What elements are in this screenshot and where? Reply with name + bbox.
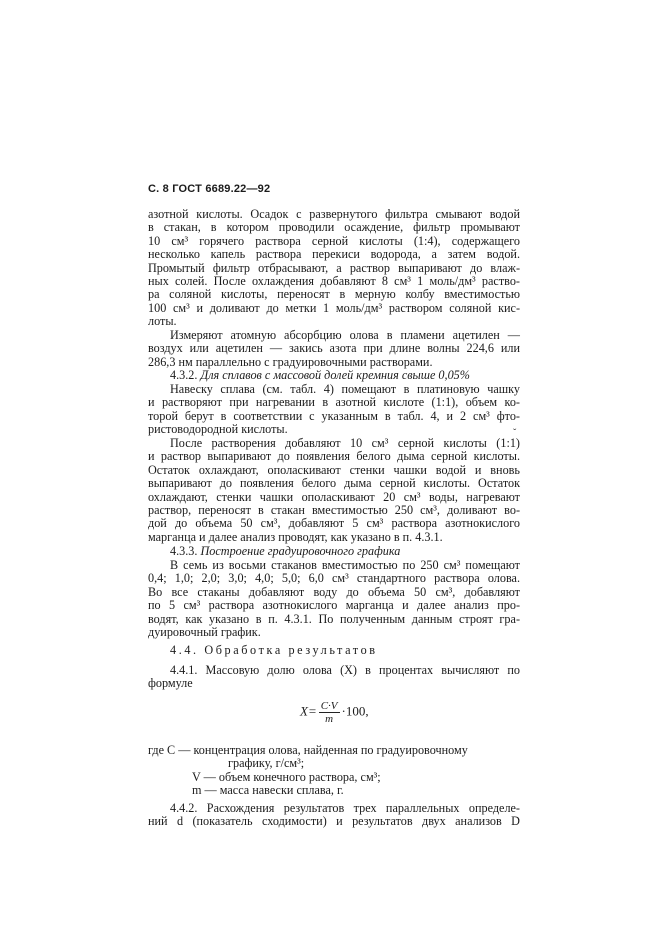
text-line: дой до объема 50 см³, добавляют 5 см³ раствора азотнокислого xyxy=(148,516,520,531)
text-line: В семь из восьми стаканов вместимостью по 250 см³ помещают xyxy=(170,558,520,572)
text-line: Во все стаканы добавляют воду до объема 50 см³, добавляют xyxy=(148,584,520,599)
text-line: азотной кислоты. Осадок с развернутого фильтра смывают водой xyxy=(148,207,520,221)
paragraph-calibration xyxy=(148,559,520,639)
paragraph-sample-dissolution xyxy=(148,383,520,437)
text-line: ний d (показатель сходимости) и результатов двух анализов D xyxy=(148,814,520,829)
text-line: 4.4.2. Расхождения результатов трех параллельных определе- xyxy=(170,801,520,815)
text-line: 4.4.1. Массовую долю олова (X) в процентах вычисляют по xyxy=(170,663,520,677)
text-line xyxy=(148,644,520,657)
paragraph-atomic-absorption xyxy=(148,329,520,369)
text-line: Остаток охлаждают, ополаскивают стенки чашки водой и вновь xyxy=(148,462,520,477)
section-heading-4-3-2 xyxy=(148,369,520,382)
legend-row: графику, г/см³; xyxy=(228,756,305,771)
section-heading-4-4 xyxy=(148,644,520,657)
formula xyxy=(300,700,369,725)
section-title: 4.4. Обработка результатов xyxy=(170,643,378,657)
text-line: 100 см³ и доливают до метки 1 моль/дм³ раствором соляной кис- xyxy=(148,300,520,315)
text-line: торой берут в соответствии с указанным в табл. 4, и 2 см³ фто- xyxy=(148,408,520,423)
text-line xyxy=(148,369,520,382)
text-line: дуировочный график. xyxy=(148,624,261,639)
formula-denominator: m xyxy=(325,713,334,725)
text-line: Навеску сплава (см. табл. 4) помещают в платиновую чашку xyxy=(170,382,520,396)
text-line: раствор, переносят в стакан вместимостью 250 см³, доливают во- xyxy=(148,502,520,517)
section-number: 4.3.2. xyxy=(170,368,198,382)
text-line xyxy=(148,545,520,558)
section-heading-4-3-3 xyxy=(148,545,520,558)
text-line: ра соляной кислоты, переносят в мерную колбу вместимостью xyxy=(148,287,520,302)
section-title: Для сплавов с массовой долей кремния свыше 0,05% xyxy=(200,368,470,382)
section-title: Построение градуировочного графика xyxy=(200,544,401,558)
text-line: и раствор выпаривают до появления белого дыма серной кислоты. xyxy=(148,449,520,464)
formula-numerator: C·V xyxy=(320,700,338,712)
legend-row: m — масса навески сплава, г. xyxy=(192,783,344,798)
margin-mark: ˇ xyxy=(513,428,517,439)
formula-lhs: X= xyxy=(300,703,317,719)
text-line: Измеряют атомную абсорбцию олова в пламени ацетилен — xyxy=(170,328,520,342)
text-line: 286,3 нм параллельно с градуировочными растворами. xyxy=(148,354,433,369)
text-line: После растворения добавляют 10 см³ серной кислоты (1:1) xyxy=(170,436,520,450)
legend-row: V — объем конечного раствора, см³; xyxy=(192,769,381,784)
section-number: 4.3.3. xyxy=(170,544,198,558)
text-line: и растворяют при нагревании в азотной кислоте (1:1), объем ко- xyxy=(148,395,520,410)
formula-fraction xyxy=(319,700,340,725)
text-line: марганца и далее анализ проводят, как указано в п. 4.3.1. xyxy=(148,529,443,544)
text-line: ристоводородной кислоты. xyxy=(148,422,288,437)
text-line: формуле xyxy=(148,676,193,691)
page-header: С. 8 ГОСТ 6689.22—92 xyxy=(148,183,271,195)
text-line: выпаривают до появления белого дыма серной кислоты. Остаток xyxy=(148,476,520,491)
text-line: охлаждают, стенки чашки ополаскивают 20 см³ воды, нагревают xyxy=(148,489,520,504)
paragraph-after-dissolution xyxy=(148,437,520,544)
formula-rhs: ·100, xyxy=(341,703,369,719)
text-line: водят, как указано в п. 4.3.1. По полученным данным строят гра- xyxy=(148,611,520,626)
text-line: по 5 см³ раствора азотнокислого марганца и далее анализ про- xyxy=(148,598,520,613)
paragraph-discrepancy xyxy=(148,802,520,829)
text-line: Промытый фильтр отбрасывают, а раствор выпаривают до влаж- xyxy=(148,260,520,275)
text-line: ных солей. После охлаждения добавляют 8 см³ 1 моль/дм³ раство- xyxy=(148,273,520,288)
legend-row: где C — концентрация олова, найденная по градуировочному xyxy=(148,743,468,757)
text-line: воздух или ацетилен — закись азота при длине волны 224,6 или xyxy=(148,341,520,356)
text-line: 10 см³ горячего раствора серной кислоты (1:4), содержащего xyxy=(148,233,520,248)
text-line: несколько капель раствора перекиси водорода, а затем водой. xyxy=(148,247,520,262)
text-line: в стакан, в котором проводили осаждение, фильтр промывают xyxy=(148,220,520,235)
text-line: 0,4; 1,0; 2,0; 3,0; 4,0; 5,0; 6,0 см³ стандартного раствора олова. xyxy=(148,571,520,586)
paragraph-mass-fraction xyxy=(148,664,520,691)
formula-legend xyxy=(148,744,520,798)
paragraph-filter-wash xyxy=(148,208,520,329)
text-line: лоты. xyxy=(148,314,177,329)
